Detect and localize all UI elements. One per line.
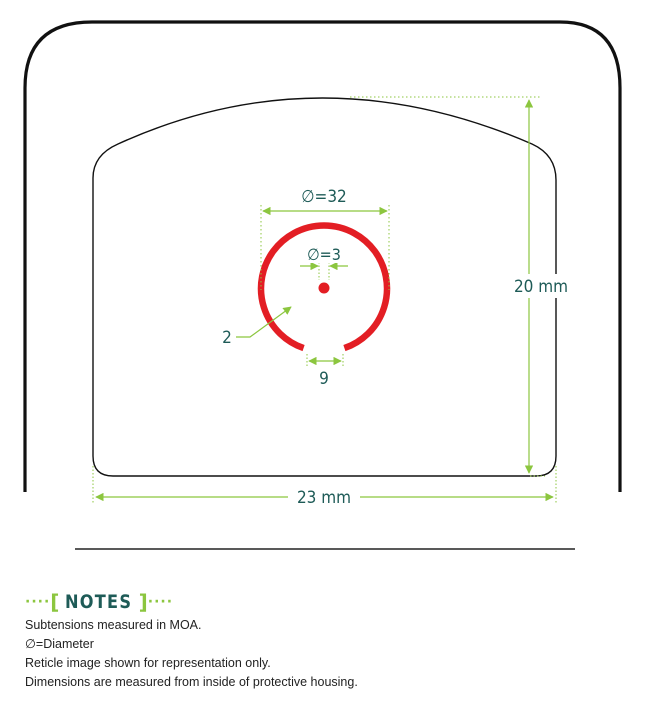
window-width-label: 23 mm: [296, 488, 352, 508]
gap-dimension: [307, 354, 343, 389]
notes-section: [25, 590, 625, 692]
notes-heading: [25, 590, 625, 614]
reticle-center-dot: [319, 283, 330, 294]
dot-diameter-dimension: [300, 243, 348, 280]
note-line-dimensions: Dimensions are measured from inside of protective housing.: [25, 675, 358, 689]
note-line-moa: Subtensions measured in MOA.: [25, 618, 202, 632]
window-width-dimension: [93, 466, 556, 508]
window-height-dimension: [350, 97, 569, 476]
notes-title: NOTES: [65, 591, 133, 613]
note-line-diameter: ∅=Diameter: [25, 637, 94, 651]
heading-dots-right: ····: [147, 594, 174, 610]
dot-diameter-label: ∅=3: [307, 245, 341, 264]
heading-dots-left: ····: [25, 594, 51, 610]
heading-bracket-open: [: [50, 590, 60, 614]
gap-width-label: 9: [319, 369, 329, 389]
ring-thickness-callout: [222, 307, 291, 348]
note-line-representation: Reticle image shown for representation only.: [25, 656, 271, 670]
outer-diameter-dimension: [261, 184, 389, 290]
window-height-label: 20 mm: [513, 277, 569, 297]
outer-diameter-label: ∅=32: [301, 187, 347, 207]
heading-bracket-close: ]: [138, 590, 148, 614]
ring-thickness-label: 2: [222, 328, 232, 348]
